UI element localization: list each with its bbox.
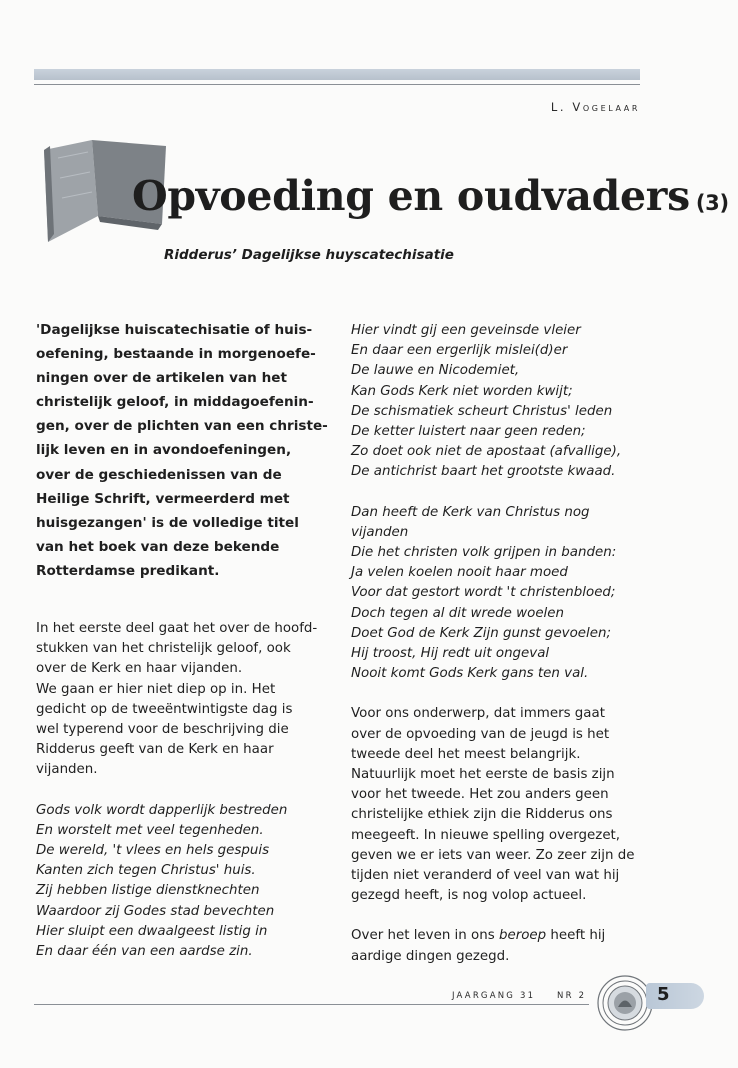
poem-line: Nooit komt Gods Kerk gans ten val.: [351, 666, 589, 682]
body-line: gezegd heeft, is nog volop actueel.: [351, 888, 587, 904]
lead-line: Heilige Schrift, vermeerderd met: [36, 490, 290, 507]
poem-line: En worstelt met veel tegenheden.: [36, 822, 264, 838]
body-text: heeft hij: [546, 928, 606, 944]
poem-stanza: [36, 801, 336, 963]
title-text: Opvoeding en oudvaders: [132, 172, 690, 220]
title-part-number: (3): [695, 191, 729, 215]
body-paragraph: [351, 926, 651, 966]
body-line: Ridderus geeft van de Kerk en haar: [36, 742, 274, 758]
body-text: Over het leven in ons: [351, 928, 499, 944]
poem-line: Kanten zich tegen Christus' huis.: [36, 863, 256, 879]
right-column-body: [351, 321, 651, 987]
lead-line: Rotterdamse predikant.: [36, 562, 220, 579]
lead-line: huisgezangen' is de volledige titel: [36, 514, 299, 531]
lead-line: christelijk geloof, in middagoefenin-: [36, 394, 314, 411]
lead-paragraph: [36, 318, 336, 583]
footer-rule: [34, 1004, 589, 1005]
issue-number: NR 2: [557, 991, 587, 1001]
poem-line: De wereld, 't vlees en hels gespuis: [36, 843, 270, 859]
body-line: aardige dingen gezegd.: [351, 948, 510, 964]
body-line: tijden niet veranderd of veel van wat hij: [351, 868, 620, 884]
poem-line: Die het christen volk grijpen in banden:: [351, 545, 617, 561]
poem-line: De antichrist baart het grootste kwaad.: [351, 464, 616, 480]
poem-line: Hier sluipt een dwaalgeest listig in: [36, 923, 268, 939]
body-line: vijanden.: [36, 762, 98, 778]
poem-line: De lauwe en Nicodemiet,: [351, 363, 520, 379]
body-line: We gaan er hier niet diep op in. Het: [36, 681, 276, 697]
poem-line: Voor dat gestort wordt 't christenbloed;: [351, 585, 616, 601]
poem-line: En daar één van een aardse zin.: [36, 944, 253, 960]
poem-line: Gods volk wordt dapperlijk bestreden: [36, 802, 288, 818]
body-line: In het eerste deel gaat het over de hoofd-: [36, 621, 318, 636]
poem-line: vijanden: [351, 524, 409, 540]
header-rule: [34, 84, 640, 85]
body-line: over de Kerk en haar vijanden.: [36, 661, 243, 677]
lead-line: oefening, bestaande in morgenoefe-: [36, 346, 316, 363]
footer-issue-info: [452, 991, 586, 1001]
lead-line: 'Dagelijkse huiscatechisatie of huis-: [36, 322, 313, 338]
body-line: meegeeft. In nieuwe spelling overgezet,: [351, 827, 621, 843]
page-number: 5: [657, 984, 670, 1005]
body-line: stukken van het christelijk geloof, ook: [36, 641, 291, 657]
body-line: [351, 926, 651, 946]
body-paragraph: [351, 704, 651, 906]
body-line: tweede deel het meest belangrijk.: [351, 746, 581, 762]
left-column-body: [36, 619, 336, 982]
poem-line: De schismatiek scheurt Christus' leden: [351, 403, 613, 419]
body-line: gedicht op de tweeëntwintigste dag is: [36, 701, 293, 717]
body-line: voor het tweede. Het zou anders geen: [351, 787, 609, 803]
article-subtitle: Ridderus’ Dagelijkse huyscatechisatie: [164, 247, 454, 263]
author-name: L. Vogelaar: [550, 100, 640, 114]
poem-line: En daar een ergerlijk mislei(d)er: [351, 343, 568, 359]
lead-line: van het boek van deze bekende: [36, 538, 280, 555]
body-line: over de opvoeding van de jeugd is het: [351, 726, 610, 742]
poem-line: Dan heeft de Kerk van Christus nog: [351, 504, 590, 520]
page-number-tab: [646, 983, 704, 1009]
lead-line: over de geschiedenissen van de: [36, 466, 282, 483]
poem-line: Hier vindt gij een geveinsde vleier: [351, 323, 581, 338]
poem-line: Doet God de Kerk Zijn gunst gevoelen;: [351, 625, 611, 641]
article-title: [132, 172, 729, 220]
poem-line: De ketter luistert naar geen reden;: [351, 424, 586, 440]
header-band: [34, 69, 640, 80]
poem-stanza: [351, 321, 651, 483]
body-line: Voor ons onderwerp, dat immers gaat: [351, 706, 605, 722]
poem-line: Waardoor zij Godes stad bevechten: [36, 903, 275, 919]
poem-line: Ja velen koelen nooit haar moed: [351, 565, 568, 581]
poem-line: Kan Gods Kerk niet worden kwijt;: [351, 383, 573, 399]
journal-volume: JAARGANG 31: [452, 991, 536, 1001]
poem-line: Zij hebben listige dienstknechten: [36, 883, 260, 899]
poem-line: Doch tegen al dit wrede woelen: [351, 605, 565, 621]
lead-line: gen, over de plichten van een christe-: [36, 418, 328, 435]
body-line: Natuurlijk moet het eerste de basis zijn: [351, 767, 615, 783]
lead-line: ningen over de artikelen van het: [36, 370, 287, 387]
emphasis-word: beroep: [498, 928, 547, 944]
body-line: christelijke ethiek zijn die Ridderus ons: [351, 807, 613, 823]
poem-line: Zo doet ook niet de apostaat (afvallige),: [351, 444, 622, 460]
lead-line: lijk leven en in avondoefeningen,: [36, 442, 292, 459]
body-line: geven we er iets van weer. Zo zeer zijn de: [351, 847, 635, 863]
poem-line: Hij troost, Hij redt uit ongeval: [351, 646, 550, 662]
body-paragraph: [36, 619, 336, 781]
poem-stanza: [351, 503, 651, 685]
body-line: wel typerend voor de beschrijving die: [36, 722, 289, 738]
